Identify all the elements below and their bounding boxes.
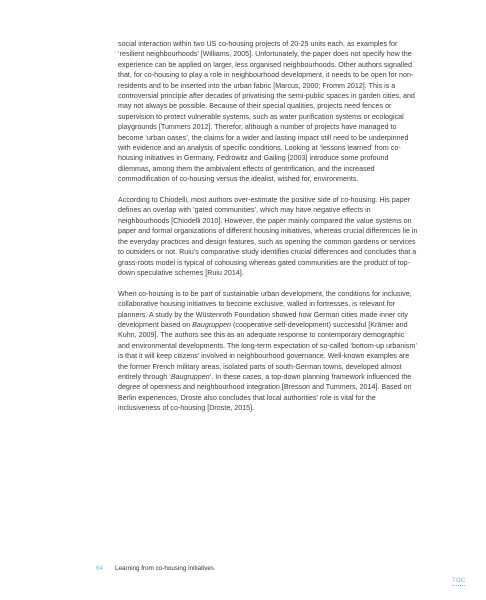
- paragraph-1: social interaction within two US co-housing projects of 20-25 units each, as examples for ‘resilient neighbourhoods’ [Williams, 2005]. Unfortunately, the paper does not specify how the experience can be applied on larger, less organised neighbourhoods. Other authors signalled that, for co-housing to play a role in neighbourhood development, it needs to be open for non-residents and to be inserted into the urban fabric [Marcus, 2000; Fromm 2012]. This is a controversial principle after decades of privatising the semi-public spaces in garden cities, and may not always be possible. Because of their special qualities, projects need fences or supervision to protect vulnerable systems, such as water purification systems or ecological playgrounds [Tummers 2012]. Therefor, although a number of projects have managed to become ‘urban oases’, the claims for a wider and lasting impact still need to be underpinned with evidence and an analysis of specific conditions. Looking at ‘lessons learned’ from co-housing initiatives in Germany, Fedrowitz and Gailing [2003] introduce some profound dilemmas, among them the ambivalent effects of gentrification, and the increased commodification of co-housing versus the idealist, wished for, environments.: [118, 40, 415, 184]
- page-number: 64: [96, 565, 104, 572]
- toc-link[interactable]: TOC: [452, 578, 466, 584]
- paragraph-3: [118, 289, 418, 414]
- body-text: [118, 39, 418, 424]
- italic-term-baugruppen-2: Baugruppen: [170, 372, 210, 381]
- italic-term-baugruppen-1: Baugruppen: [192, 320, 232, 329]
- paragraph-2: According to Chiodelli, most authors over-estimate the positive side of co-housing. His paper defines an overlap with ‘gated communities’, which may have negative effects in neighbourhoods [Chiodelli 2010]. However, the paper mainly compared the value systems on paper and formal organizations of different housing initiatives, whereas crucial differences lie in the everyday practices and design features, such as opening the common gardens or services to outsiders or not. Ruiu’s comparative study identifies crucial differences and concludes that a grass-roots model is typical of cohousing whereas gated communities are the product of top-down speculative schemes [Ruiu 2014].: [118, 196, 418, 277]
- paragraph-3-part-2: (cooperative self-development) successful [Krämer and Kuhn, 2009]. The authors see this as an adequate response to contemporary demographic and environmental developments. The long-term expectation of so-called ‘bottom-up urbanism’ is that it will keep citizens’ involved in neighbourhood governance. Well-known examples are the former French military areas, isolated parts of south-German towns, developed almost entirely through ‘: [118, 320, 417, 381]
- paragraph-3-part-3: ’. In these cases, a top-down planning framework influenced the degree of openness and neighbourhood integration [Bresson and Tummers, 2014]. Based on Berlin experiences, Droste also concludes that local authorities’ role is vital for the inclusiveness of co-housing [Droste, 2015].: [118, 372, 412, 413]
- running-title: Learning from co-housing initiatives: [115, 565, 215, 572]
- page-footer: [96, 565, 214, 572]
- paragraph-3-part-1: When co-housing is to be part of sustainable urban development, the conditions for inclusive, collaborative housing initiatives to become exclusive, walled in fortresses, is relevant for planners. A study by the Wüstenroth Foundation showed how German cities made inner city development based on: [118, 289, 412, 329]
